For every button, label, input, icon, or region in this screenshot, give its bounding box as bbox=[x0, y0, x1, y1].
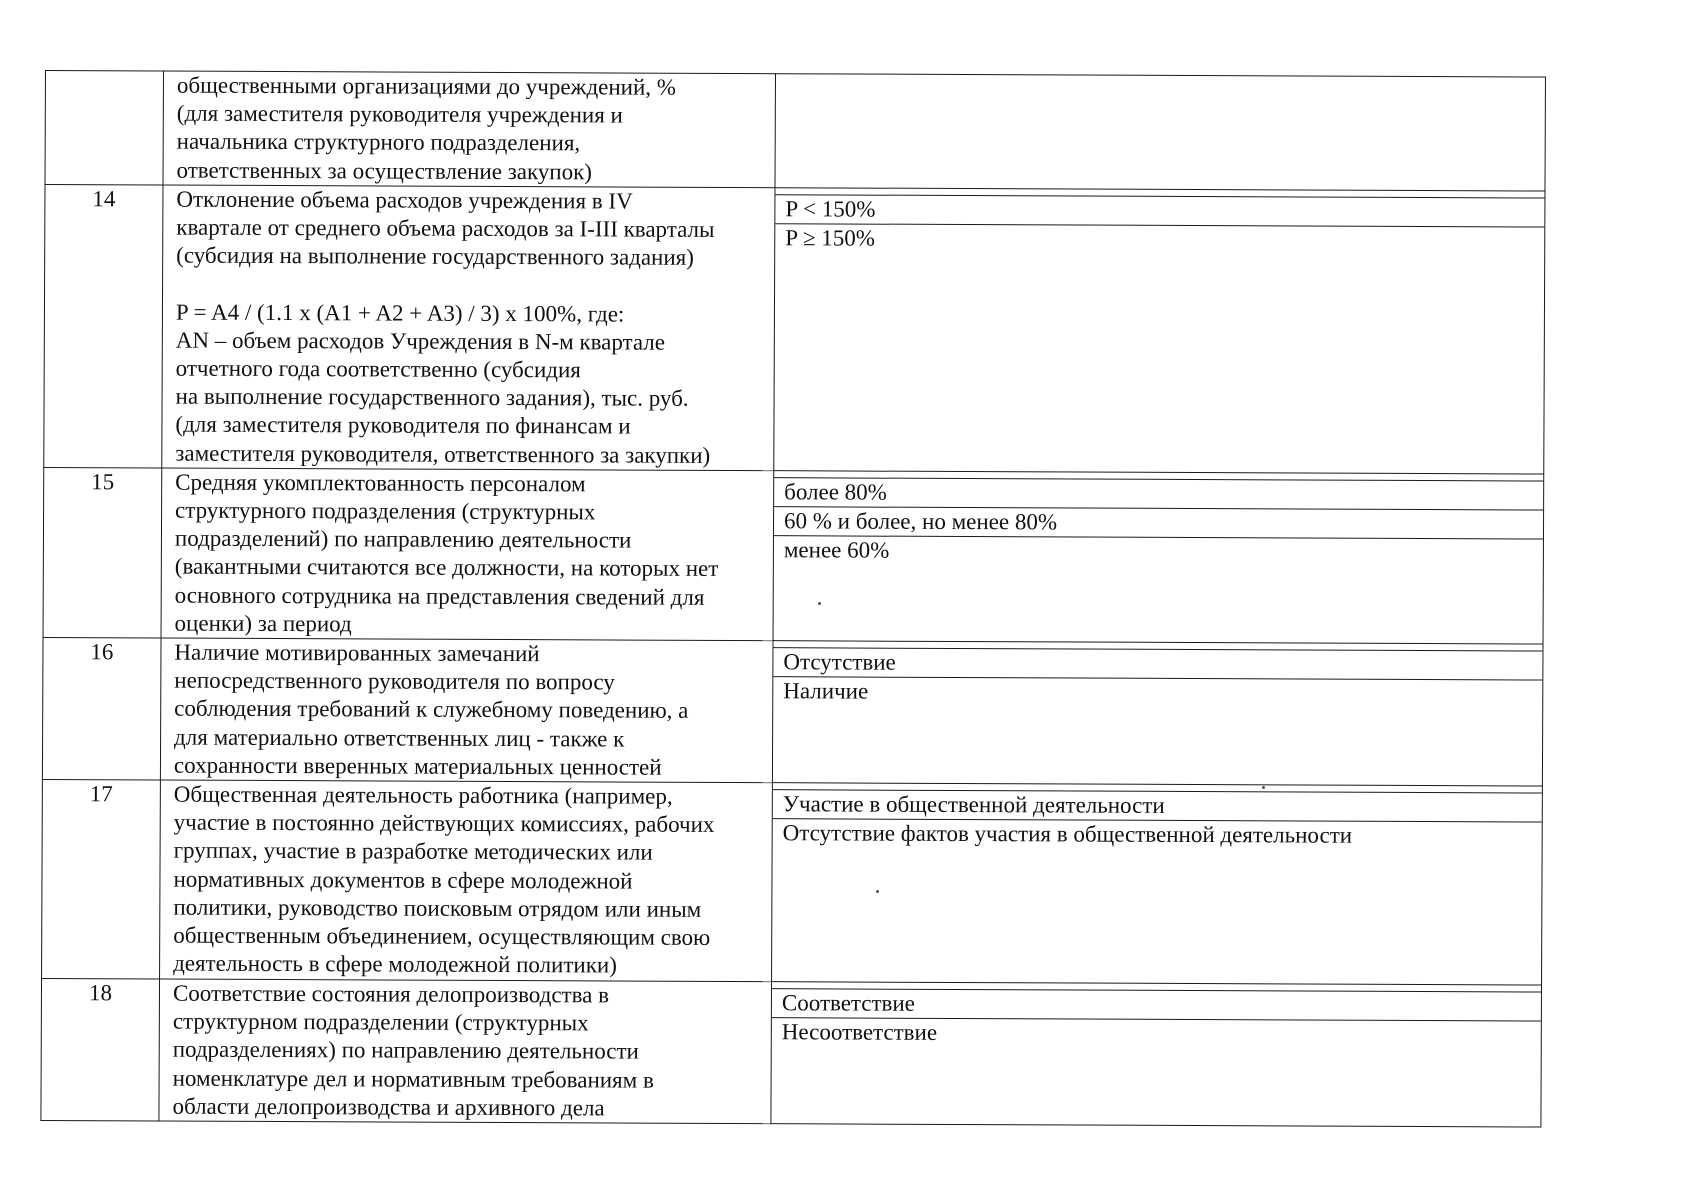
option-item: P ≥ 150% bbox=[785, 225, 876, 251]
criterion-options bbox=[771, 982, 1542, 1127]
option-item: Отсутствие bbox=[773, 647, 1542, 680]
option-item: более 80% bbox=[774, 477, 1543, 510]
criterion-options bbox=[775, 74, 1545, 191]
option-item: Соответствие bbox=[772, 988, 1541, 1021]
criterion-description bbox=[163, 71, 775, 187]
criterion-text: общественными организациями до учреждений, % (для заместителя руководителя учреждения и начальника структурного подразделения, ответственных за осуществление закупок) bbox=[176, 72, 677, 184]
criterion-description bbox=[160, 638, 773, 783]
scan-speck bbox=[876, 890, 879, 893]
table-row bbox=[42, 638, 1543, 787]
option-item: P < 150% bbox=[775, 194, 1544, 227]
criterion-text: Общественная деятельность работника (например, участие в постоянно действующих комиссиях, рабочих группах, участие в разработке методических или нормативных документов в сфере молодежной политики, руководство поисковым отрядом или иным общественным объединением, осуществляющим свою деятельность в сфере молодежной политики) bbox=[173, 781, 715, 978]
scan-speck bbox=[1262, 786, 1265, 789]
scan-speck bbox=[818, 602, 821, 605]
row-number: 17 bbox=[42, 780, 161, 980]
table-row bbox=[41, 979, 1542, 1128]
criterion-text: Наличие мотивированных замечаний непосредственного руководителя по вопросу соблюдения требований к служебному поведению, а для материально ответственных лиц - также к сохранности вверенных материальных ценностей bbox=[173, 639, 689, 780]
criterion-description bbox=[162, 185, 775, 471]
table-row bbox=[45, 71, 1545, 191]
criterion-options bbox=[773, 471, 1544, 645]
criterion-text: Средняя укомплектованность персоналом структурного подразделения (структурных подразделений) по направлению деятельности (вакантными считаются все должности, на которых нет основного сотрудника на представления сведений для оценки) за период bbox=[174, 469, 719, 637]
option-item: Наличие bbox=[783, 678, 869, 704]
criterion-text: Соответствие состояния делопроизводства в структурном подразделении (структурных подразделениях) по направлению деятельности номенклатуре дел и нормативным требованиям в области делопроизводства и архивного дела bbox=[172, 980, 654, 1121]
option-item: Несоответствие bbox=[781, 1019, 938, 1045]
option-item: Отсутствие фактов участия в общественной деятельности bbox=[782, 820, 1353, 848]
table-row bbox=[43, 467, 1544, 644]
row-number: 15 bbox=[43, 467, 162, 638]
option-item: Участие в общественной деятельности bbox=[773, 789, 1542, 822]
criterion-options bbox=[772, 783, 1543, 985]
criterion-options bbox=[772, 641, 1543, 786]
option-item: 60 % и более, но менее 80% bbox=[774, 507, 1543, 539]
table-row bbox=[42, 780, 1543, 986]
table-row bbox=[44, 184, 1545, 474]
criterion-description bbox=[160, 780, 773, 982]
row-number bbox=[45, 71, 163, 185]
criterion-description bbox=[161, 468, 774, 641]
criteria-table-page bbox=[40, 70, 1545, 1128]
row-number: 14 bbox=[44, 184, 163, 468]
row-number: 18 bbox=[41, 979, 160, 1122]
criterion-options bbox=[774, 187, 1545, 473]
row-number: 16 bbox=[42, 638, 161, 781]
criteria-table bbox=[40, 70, 1546, 1128]
option-item: менее 60% bbox=[783, 537, 890, 563]
criterion-description bbox=[159, 979, 772, 1124]
criterion-text: Отклонение объема расходов учреждения в IV квартале от среднего объема расходов за I-III кварталы (субсидия на выполнение государственного задания) P = A4 / (1.1 x (A1 + A2 + A3) / 3) x 100%, где: AN – объем расходов Учреждения в N-м квартале отчетного года соответственно (субсидия на выполнение государственного задания), тыс. руб. (для заместителя руководителя по финансам и заместителя руководителя, ответственного за закупки) bbox=[175, 186, 715, 468]
